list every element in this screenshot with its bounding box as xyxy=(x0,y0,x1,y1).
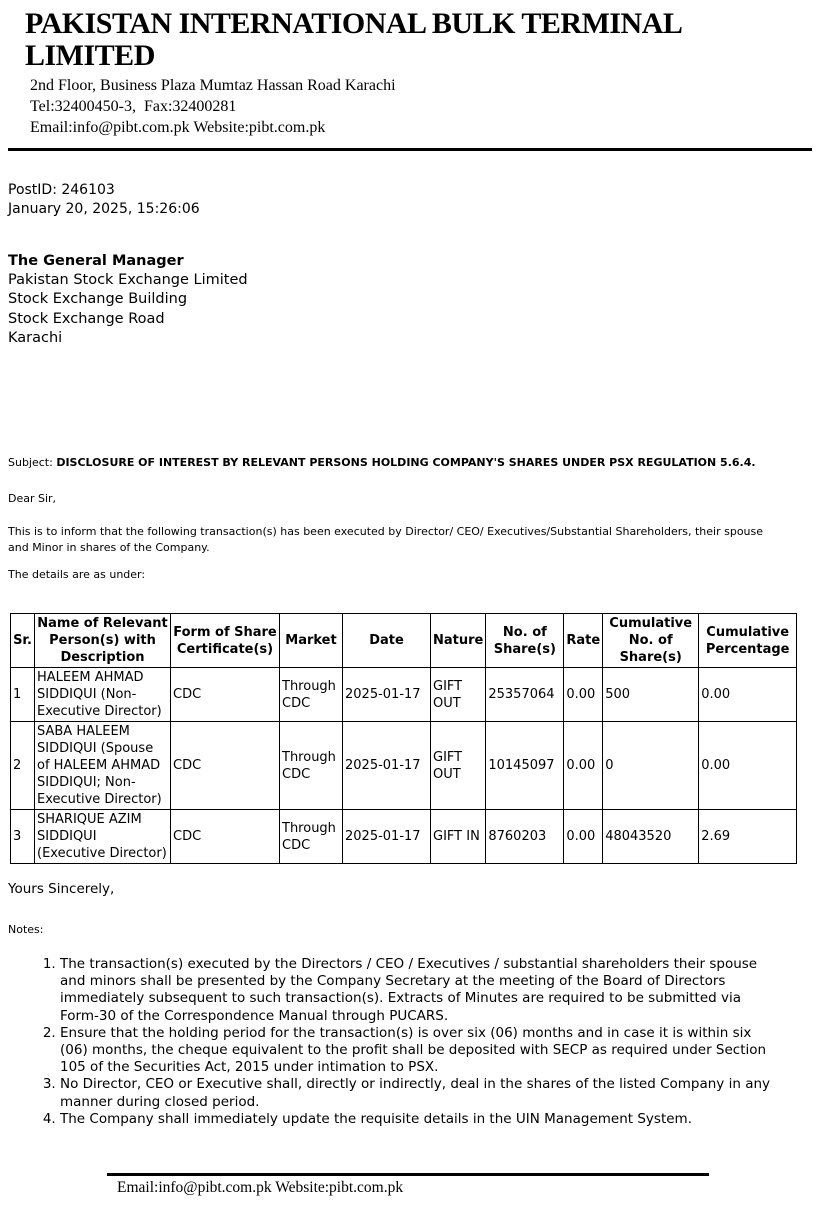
footer-divider xyxy=(107,1173,709,1176)
notes-list xyxy=(0,956,772,1128)
notes-label: Notes: xyxy=(8,923,44,937)
column-header-cumulative-shares: Cumulative No. of Share(s) xyxy=(603,614,699,668)
column-header-market: Market xyxy=(280,614,343,668)
cell-sr: 2 xyxy=(11,722,35,810)
cell-nature: GIFT OUT xyxy=(431,722,486,810)
cell-cumulative-shares: 0 xyxy=(603,722,699,810)
recipient-block xyxy=(8,252,817,348)
intro-paragraph: This is to inform that the following transaction(s) has been executed by Director/ CEO/ Executives/Substantial Shareholders, their spouse and Minor in shares of the Company. xyxy=(8,525,764,555)
recipient-title: The General Manager xyxy=(8,253,184,269)
recipient-line: Pakistan Stock Exchange Limited xyxy=(8,272,248,289)
cell-form: CDC xyxy=(171,722,280,810)
post-id: PostID: 246103 xyxy=(8,182,115,198)
cell-rate: 0.00 xyxy=(564,722,603,810)
table-header-row xyxy=(11,614,797,668)
cell-cumulative-percentage: 0.00 xyxy=(699,668,797,722)
cell-shares: 10145097 xyxy=(486,722,564,810)
recipient-line: Stock Exchange Road xyxy=(8,310,165,327)
post-meta xyxy=(8,181,817,219)
cell-nature: GIFT OUT xyxy=(431,668,486,722)
column-header-form: Form of Share Certificate(s) xyxy=(171,614,280,668)
cell-form: CDC xyxy=(171,668,280,722)
column-header-name: Name of Relevant Person(s) with Description xyxy=(35,614,171,668)
note-item: 3. No Director, CEO or Executive shall, directly or indirectly, deal in the shares of the listed Company in any manner during closed period. xyxy=(60,1076,772,1110)
post-datetime: January 20, 2025, 15:26:06 xyxy=(8,201,200,217)
column-header-rate: Rate xyxy=(564,614,603,668)
cell-shares: 8760203 xyxy=(486,810,564,864)
cell-market: Through CDC xyxy=(280,810,343,864)
cell-name: SHARIQUE AZIM SIDDIQUI (Executive Director) xyxy=(35,810,171,864)
cell-name: SABA HALEEM SIDDIQUI (Spouse of HALEEM AHMAD SIDDIQUI; Non-Executive Director) xyxy=(35,722,171,810)
cell-date: 2025-01-17 xyxy=(343,722,431,810)
column-header-cumulative-percentage: Cumulative Percentage xyxy=(699,614,797,668)
cell-cumulative-percentage: 0.00 xyxy=(699,722,797,810)
cell-rate: 0.00 xyxy=(564,668,603,722)
cell-date: 2025-01-17 xyxy=(343,668,431,722)
recipient-line: Stock Exchange Building xyxy=(8,291,188,308)
column-header-date: Date xyxy=(343,614,431,668)
table-row xyxy=(11,722,797,810)
footer-text: Email:info@pibt.com.pk Website:pibt.com.pk xyxy=(117,1179,404,1196)
note-item: 2. Ensure that the holding period for the transaction(s) is over six (06) months and in case it is within six (06) months, the cheque equivalent to the profit shall be deposited with SECP as required under Section 105 of the Securities Act, 2015 under intimation to PSX. xyxy=(60,1025,772,1077)
table-row xyxy=(11,810,797,864)
column-header-sr: Sr. xyxy=(11,614,35,668)
note-item: 1. The transaction(s) executed by the Directors / CEO / Executives / substantial shareholders their spouse and minors shall be presented by the Company Secretary at the meeting of the Board of Directors immediately subsequent to such transaction(s). Extracts of Minutes are required to be submitted via Form-30 of the Correspondence Manual through PUCARS. xyxy=(60,956,772,1025)
subject-text: DISCLOSURE OF INTEREST BY RELEVANT PERSONS HOLDING COMPANY'S SHARES UNDER PSX REGULATION 5.6.4. xyxy=(56,456,756,470)
closing: Yours Sincerely, xyxy=(8,881,115,898)
cell-name: HALEEM AHMAD SIDDIQUI (Non-Executive Director) xyxy=(35,668,171,722)
letterhead-address-line: 2nd Floor, Business Plaza Mumtaz Hassan Road Karachi xyxy=(30,77,396,94)
salutation: Dear Sir, xyxy=(8,492,57,506)
disclosure-table xyxy=(10,613,797,864)
cell-cumulative-percentage: 2.69 xyxy=(699,810,797,864)
cell-form: CDC xyxy=(171,810,280,864)
details-label: The details are as under: xyxy=(8,568,146,582)
subject-line xyxy=(8,456,817,469)
cell-market: Through CDC xyxy=(280,722,343,810)
subject-label: Subject: xyxy=(8,456,53,470)
cell-rate: 0.00 xyxy=(564,810,603,864)
cell-sr: 1 xyxy=(11,668,35,722)
letterhead-address xyxy=(30,75,817,138)
cell-cumulative-shares: 48043520 xyxy=(603,810,699,864)
table-row xyxy=(11,668,797,722)
note-item: 4. The Company shall immediately update the requisite details in the UIN Management System. xyxy=(60,1111,772,1128)
company-name: PAKISTAN INTERNATIONAL BULK TERMINAL LIMITED xyxy=(25,7,681,72)
cell-cumulative-shares: 500 xyxy=(603,668,699,722)
cell-date: 2025-01-17 xyxy=(343,810,431,864)
recipient-line: Karachi xyxy=(8,329,63,346)
letterhead-address-line: Tel:32400450-3, Fax:32400281 xyxy=(30,98,237,115)
cell-sr: 3 xyxy=(11,810,35,864)
column-header-shares: No. of Share(s) xyxy=(486,614,564,668)
letterhead xyxy=(0,0,817,138)
letterhead-address-line: Email:info@pibt.com.pk Website:pibt.com.pk xyxy=(30,119,326,136)
header-divider xyxy=(8,148,812,151)
column-header-nature: Nature xyxy=(431,614,486,668)
cell-shares: 25357064 xyxy=(486,668,564,722)
cell-market: Through CDC xyxy=(280,668,343,722)
cell-nature: GIFT IN xyxy=(431,810,486,864)
